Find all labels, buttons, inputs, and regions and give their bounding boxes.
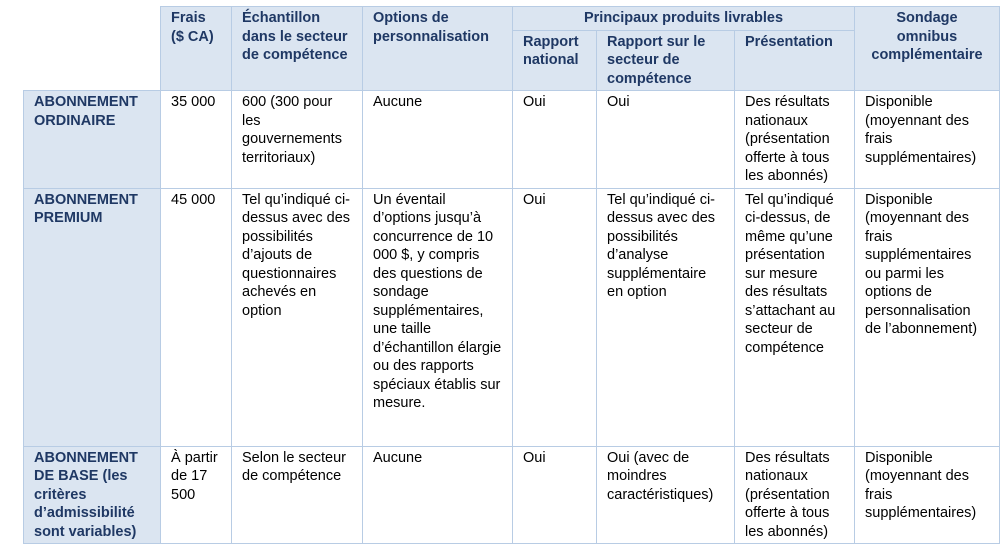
- cell-presentation: Des résultats nationaux (présentation offerte à tous les abonnés): [735, 446, 855, 544]
- header-options: Options de personnalisation: [363, 7, 513, 91]
- header-national-report: Rapport national: [513, 30, 597, 91]
- cell-presentation: Des résultats nationaux (présentation offerte à tous les abonnés): [735, 91, 855, 189]
- cell-options: Un éventail d’options jusqu’à concurrence de 10 000 $, y compris des questions de sondage supplémentaires, une taille d’échantillon élargie ou des rapports spéciaux établis sur mesure.: [363, 188, 513, 446]
- corner-cell: [24, 7, 161, 91]
- cell-options: Aucune: [363, 446, 513, 544]
- row-name: ABONNEMENT PREMIUM: [24, 188, 161, 446]
- row-name: ABONNEMENT ORDINAIRE: [24, 91, 161, 189]
- table-row: [24, 446, 1000, 544]
- cell-jurisdiction: Oui: [597, 91, 735, 189]
- cell-fee: 35 000: [161, 91, 232, 189]
- cell-options: Aucune: [363, 91, 513, 189]
- cell-omnibus: Disponible (moyennant des frais supplémentaires): [855, 91, 1000, 189]
- header-omnibus: Sondage omnibus complémentaire: [855, 7, 1000, 91]
- cell-fee: 45 000: [161, 188, 232, 446]
- cell-jurisdiction: Tel qu’indiqué ci-dessus avec des possibilités d’analyse supplémentaire en option: [597, 188, 735, 446]
- header-sample: Échantillon dans le secteur de compétence: [232, 7, 363, 91]
- cell-national: Oui: [513, 91, 597, 189]
- header-fee: Frais ($ CA): [161, 7, 232, 91]
- cell-national: Oui: [513, 446, 597, 544]
- cell-sample: 600 (300 pour les gouvernements territoriaux): [232, 91, 363, 189]
- cell-sample: Tel qu’indiqué ci-dessus avec des possibilités d’ajouts de questionnaires achevés en option: [232, 188, 363, 446]
- cell-omnibus: Disponible (moyennant des frais supplémentaires): [855, 446, 1000, 544]
- table-row: [24, 188, 1000, 446]
- cell-presentation: Tel qu’indiqué ci-dessus, de même qu’une présentation sur mesure des résultats s’attachant au secteur de compétence: [735, 188, 855, 446]
- row-name: ABONNEMENT DE BASE (les critères d’admissibilité sont variables): [24, 446, 161, 544]
- header-deliverables: Principaux produits livrables: [513, 7, 855, 31]
- header-jurisdiction-report: Rapport sur le secteur de compétence: [597, 30, 735, 91]
- cell-jurisdiction: Oui (avec de moindres caractéristiques): [597, 446, 735, 544]
- cell-sample: Selon le secteur de compétence: [232, 446, 363, 544]
- header-presentation: Présentation: [735, 30, 855, 91]
- cell-fee: À partir de 17 500: [161, 446, 232, 544]
- subscription-table: [23, 6, 1000, 544]
- cell-omnibus: Disponible (moyennant des frais supplémentaires ou parmi les options de personnalisation de l’abonnement): [855, 188, 1000, 446]
- cell-national: Oui: [513, 188, 597, 446]
- header-row-1: [24, 7, 1000, 31]
- table-row: [24, 91, 1000, 189]
